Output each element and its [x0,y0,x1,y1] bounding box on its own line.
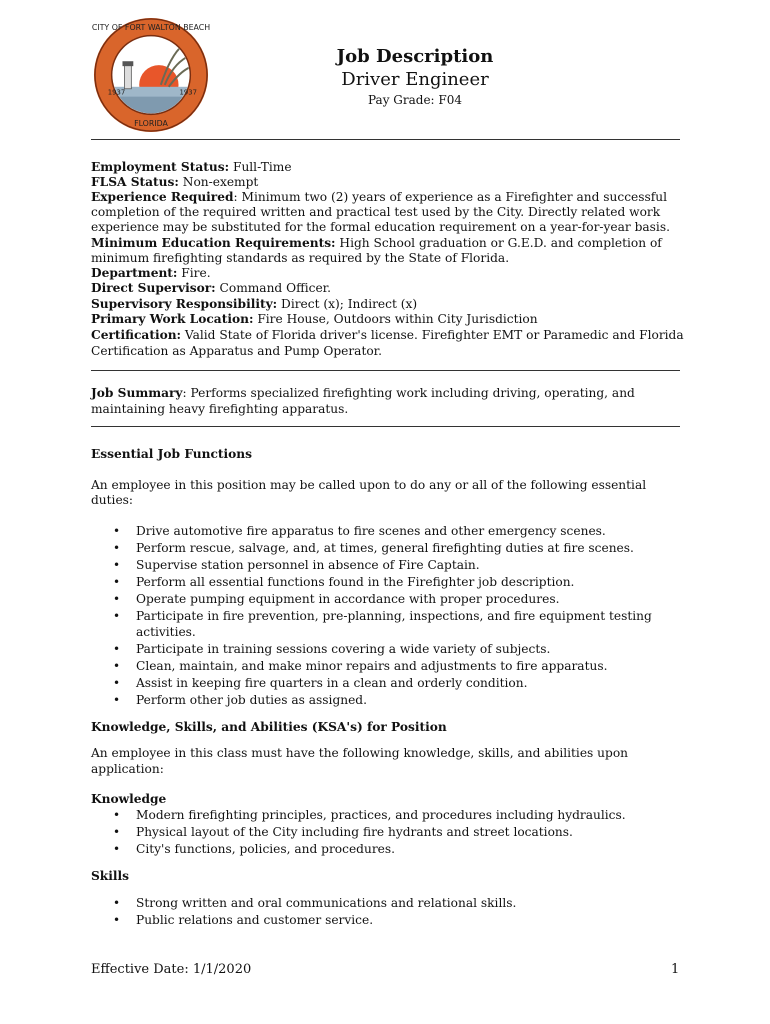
experience-text: : Minimum two (2) years of experience as a Firefighter and successful [233,190,668,204]
knowledge-heading: Knowledge [91,792,167,806]
skills-item: Strong written and oral communications and relational skills. [136,896,517,910]
city-seal-logo [92,16,210,134]
bullet-icon: • [113,842,121,856]
employment-status-value: Full-Time [229,160,292,174]
document-title: Job Description [336,46,494,67]
essential-intro-line-1: An employee in this position may be called upon to do any or all of the following essential [91,478,647,492]
page-number: 1 [671,962,680,977]
supervisory-responsibility-line [91,297,417,312]
duty-item: Clean, maintain, and make minor repairs and adjustments to fire apparatus. [136,659,608,673]
flsa-status-label: FLSA Status: [91,175,179,189]
certification-line-1 [91,328,684,343]
direct-supervisor-value: Command Officer. [215,281,332,295]
experience-line-1 [91,190,667,205]
work-location-value: Fire House, Outdoors within City Jurisdiction [253,312,538,326]
certification-line-2: Certification as Apparatus and Pump Operator. [91,344,383,358]
experience-line-3: experience may be substituted for the formal education requirement on a year-for-year basis. [91,220,670,234]
effective-date: Effective Date: 1/1/2020 [91,962,252,977]
department-line [91,266,211,281]
summary-divider [91,426,680,427]
bullet-icon: • [113,575,121,589]
employment-status-label: Employment Status: [91,160,230,174]
duty-item: Perform all essential functions found in the Firefighter job description. [136,575,575,589]
bullet-icon: • [113,676,121,690]
education-text: High School graduation or G.E.D. and completion of [335,236,662,250]
knowledge-item: City's functions, policies, and procedures. [136,842,395,856]
employment-status-line [91,160,292,175]
bullet-icon: • [113,558,121,572]
svg-text:FLORIDA: FLORIDA [134,119,168,129]
ksa-heading: Knowledge, Skills, and Abilities (KSA's) for Position [91,720,447,734]
flsa-status-line [91,175,258,190]
svg-text:CITY OF FORT WALTON BEACH: CITY OF FORT WALTON BEACH [92,22,210,32]
job-summary-line-2: maintaining heavy firefighting apparatus. [91,402,349,416]
department-value: Fire. [177,266,211,280]
certification-label: Certification: [91,328,182,342]
experience-label: Experience Required [91,190,234,204]
certification-text: Valid State of Florida driver's license. Firefighter EMT or Paramedic and Florida [181,328,684,342]
department-label: Department: [91,266,178,280]
svg-text:1937: 1937 [107,88,126,97]
supervisory-responsibility-label: Supervisory Responsibility: [91,297,278,311]
duty-item: Participate in training sessions covering a wide variety of subjects. [136,642,551,656]
direct-supervisor-line [91,281,331,296]
knowledge-item: Physical layout of the City including fire hydrants and street locations. [136,825,573,839]
svg-text:1937: 1937 [179,88,198,97]
essential-intro-line-2: duties: [91,493,134,507]
bullet-icon: • [113,808,121,822]
duty-item: Supervise station personnel in absence of Fire Captain. [136,558,480,572]
bullet-icon: • [113,524,121,538]
duty-item: Operate pumping equipment in accordance with proper procedures. [136,592,560,606]
work-location-label: Primary Work Location: [91,312,254,326]
info-divider [91,370,680,371]
bullet-icon: • [113,642,121,656]
position-title: Driver Engineer [341,69,489,90]
pay-grade: Pay Grade: F04 [368,93,462,107]
skills-heading: Skills [91,869,129,883]
education-line-2: minimum firefighting standards as required by the State of Florida. [91,251,510,265]
ksa-intro-line-1: An employee in this class must have the following knowledge, skills, and abilities upon [91,746,629,760]
ksa-intro-line-2: application: [91,762,164,776]
header-divider [91,139,680,140]
education-line-1 [91,236,662,251]
job-summary-label: Job Summary [91,386,183,400]
job-summary-line-1 [91,386,635,401]
duty-item: Perform rescue, salvage, and, at times, general firefighting duties at fire scenes. [136,541,634,555]
bullet-icon: • [113,825,121,839]
supervisory-responsibility-value: Direct (x); Indirect (x) [277,297,418,311]
essential-functions-heading: Essential Job Functions [91,447,253,461]
duty-item: Participate in fire prevention, pre-planning, inspections, and fire equipment testing [136,609,652,623]
work-location-line [91,312,538,327]
education-label: Minimum Education Requirements: [91,236,336,250]
duty-item: Assist in keeping fire quarters in a clean and orderly condition. [136,676,528,690]
duty-item: Perform other job duties as assigned. [136,693,367,707]
experience-line-2: completion of the required written and practical test used by the City. Directly related work [91,205,661,219]
duty-item: Drive automotive fire apparatus to fire scenes and other emergency scenes. [136,524,606,538]
flsa-status-value: Non-exempt [178,175,259,189]
bullet-icon: • [113,592,121,606]
skills-item: Public relations and customer service. [136,913,374,927]
duty-item-continuation: activities. [136,625,196,639]
bullet-icon: • [113,541,121,555]
bullet-icon: • [113,896,121,910]
job-summary-text: : Performs specialized firefighting work including driving, operating, and [182,386,635,400]
bullet-icon: • [113,659,121,673]
bullet-icon: • [113,693,121,707]
direct-supervisor-label: Direct Supervisor: [91,281,216,295]
knowledge-item: Modern firefighting principles, practices, and procedures including hydraulics. [136,808,626,822]
bullet-icon: • [113,609,121,623]
bullet-icon: • [113,913,121,927]
